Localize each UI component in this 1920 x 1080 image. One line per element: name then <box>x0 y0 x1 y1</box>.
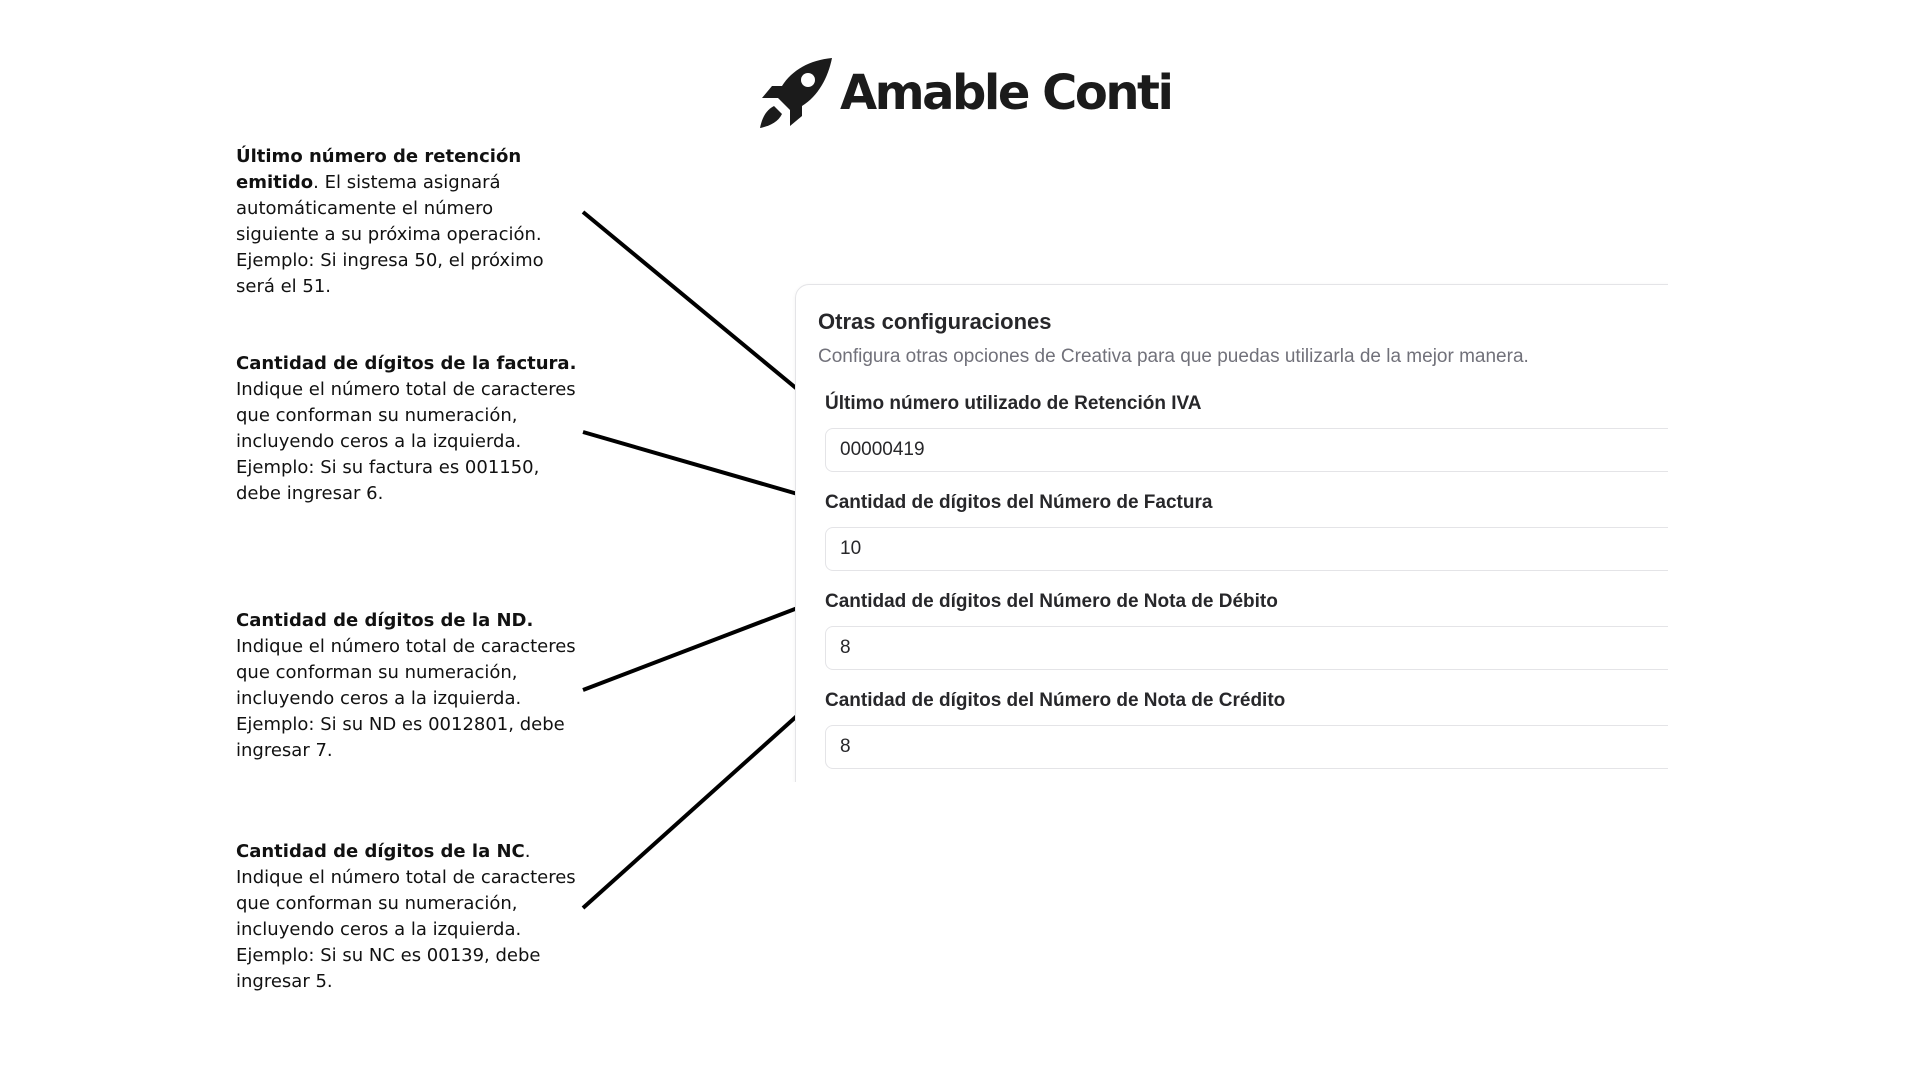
settings-card <box>795 284 1668 782</box>
settings-title: Otras configuraciones <box>818 309 1052 334</box>
rocket-icon <box>758 56 834 130</box>
settings-panel-crop <box>783 272 1668 782</box>
annotation-nota-debito-title: Cantidad de dígitos de la ND. <box>236 610 534 631</box>
annotation-factura-title: Cantidad de dígitos de la factura. <box>236 353 577 374</box>
annotation-retencion-text: . El sistema asignará automáticamente el número siguiente a su próxima operación. Ejemplo: Si ingresa 50, el próximo será el 51. <box>236 172 544 297</box>
retencion-iva-input[interactable] <box>825 428 1668 472</box>
annotation-factura-text: Indique el número total de caracteres que conforman su numeración, incluyendo ceros a la izquierda. Ejemplo: Si su factura es 001150, debe ingresar 6. <box>236 379 576 504</box>
brand-logo <box>758 56 1171 130</box>
digitos-nota-debito-input[interactable] <box>825 626 1668 670</box>
digitos-nota-credito-input[interactable] <box>825 725 1668 769</box>
annotation-retencion <box>236 144 581 300</box>
annotation-nota-debito <box>236 608 581 764</box>
brand-name: Amable Conti <box>840 65 1172 121</box>
annotation-nota-debito-text: Indique el número total de caracteres que conforman su numeración, incluyendo ceros a la izquierda. Ejemplo: Si su ND es 0012801, debe ingresar 7. <box>236 636 576 761</box>
digitos-nota-debito-label: Cantidad de dígitos del Número de Nota de Débito <box>825 591 1278 612</box>
digitos-factura-input[interactable] <box>825 527 1668 571</box>
annotation-retencion-title: Último número de retención emitido <box>236 146 522 193</box>
annotation-nota-credito-title: Cantidad de dígitos de la NC <box>236 841 525 862</box>
arrow-nota-debito <box>583 604 808 690</box>
digitos-nota-credito-label: Cantidad de dígitos del Número de Nota de Crédito <box>825 690 1286 711</box>
annotation-nota-credito-text: . Indique el número total de caracteres que conforman su numeración, incluyendo ceros a la izquierda. Ejemplo: Si su NC es 00139, debe ingresar 5. <box>236 841 576 992</box>
retencion-iva-label: Último número utilizado de Retención IVA <box>825 393 1202 414</box>
arrow-factura <box>583 432 808 497</box>
annotation-factura <box>236 351 581 507</box>
arrow-nota-credito <box>583 706 808 908</box>
settings-subtitle: Configura otras opciones de Creativa para que puedas utilizarla de la mejor manera. <box>818 346 1529 367</box>
annotation-nota-credito <box>236 839 581 995</box>
arrow-retencion <box>583 212 808 398</box>
digitos-factura-label: Cantidad de dígitos del Número de Factura <box>825 492 1213 513</box>
